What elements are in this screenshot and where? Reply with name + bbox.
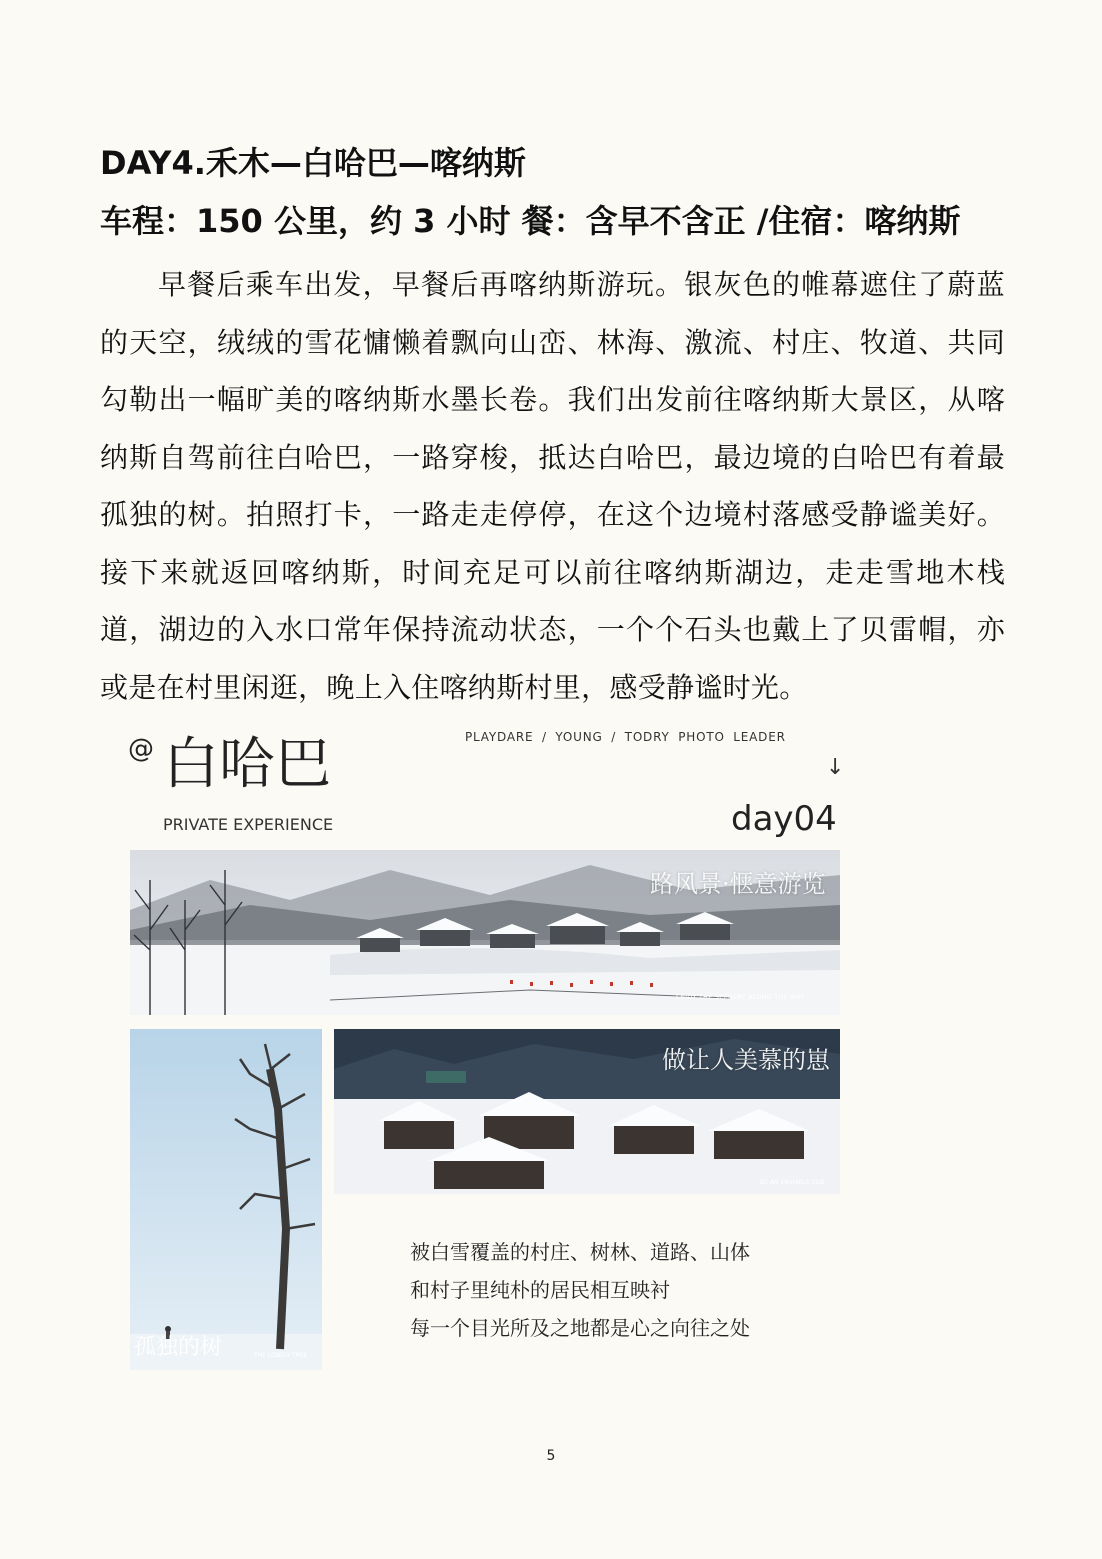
photo3-small-caption: THE LONELY TREE xyxy=(254,1352,308,1359)
page-number: 5 xyxy=(546,1448,556,1464)
poem-line: 被白雪覆盖的村庄、树林、道路、山体 xyxy=(410,1240,750,1264)
photo2-small-caption: BE AN ENVIABLE CUB xyxy=(760,1179,825,1186)
photo3-caption: 孤独的树 xyxy=(134,1335,223,1360)
itinerary-text: 早餐后乘车出发，早餐后再喀纳斯游玩。银灰色的帷幕遮住了蔚蓝的天空，绒绒的雪花慵懒着飘向山峦、林海、激流、村庄、牧道、共同勾勒出一幅旷美的喀纳斯水墨长卷。我们出发前往喀纳斯大景区，从喀纳斯自驾前往白哈巴，一路穿梭，抵达白哈巴，最边境的白哈巴有着最孤独的树。拍照打卡，一路走走停停，在这个边境村落感受静谧美好。接下来就返回喀纳斯，时间充足可以前往喀纳斯湖边，走走雪地木栈道，湖边的入水口常年保持流动状态，一个个石头也戴上了贝雷帽，亦或是在村里闲逛，晚上入住喀纳斯村里，感受静谧时光。 xyxy=(100,268,1005,704)
arrow-down-icon: ↓ xyxy=(826,755,845,780)
day-label: day04 xyxy=(731,799,837,839)
poster-tagline: PLAYDARE / YOUNG / TODRY PHOTO LEADER xyxy=(465,730,786,744)
poem-line: 每一个目光所及之地都是心之向往之处 xyxy=(410,1316,750,1340)
place-name: 白哈巴 xyxy=(163,732,331,797)
trip-info: 车程：150 公里，约 3 小时 餐：含早不含正 /住宿：喀纳斯 xyxy=(100,202,961,240)
photo2-caption: 做让人美慕的崽 xyxy=(662,1046,830,1074)
lonely-tree-photo xyxy=(130,1029,322,1370)
page-title: DAY4.禾木—白哈巴—喀纳斯 xyxy=(100,144,526,182)
photo1-small-caption: ENJOY THE SCENERY ALONG THE WAY xyxy=(676,994,805,1001)
poem xyxy=(410,1233,750,1347)
private-experience-label: PRIVATE EXPERIENCE xyxy=(163,815,334,834)
photo1-caption: 路风景·惬意游览 xyxy=(650,870,826,898)
at-symbol: @ xyxy=(128,734,154,764)
poem-line: 和村子里纯朴的居民相互映衬 xyxy=(410,1278,670,1302)
